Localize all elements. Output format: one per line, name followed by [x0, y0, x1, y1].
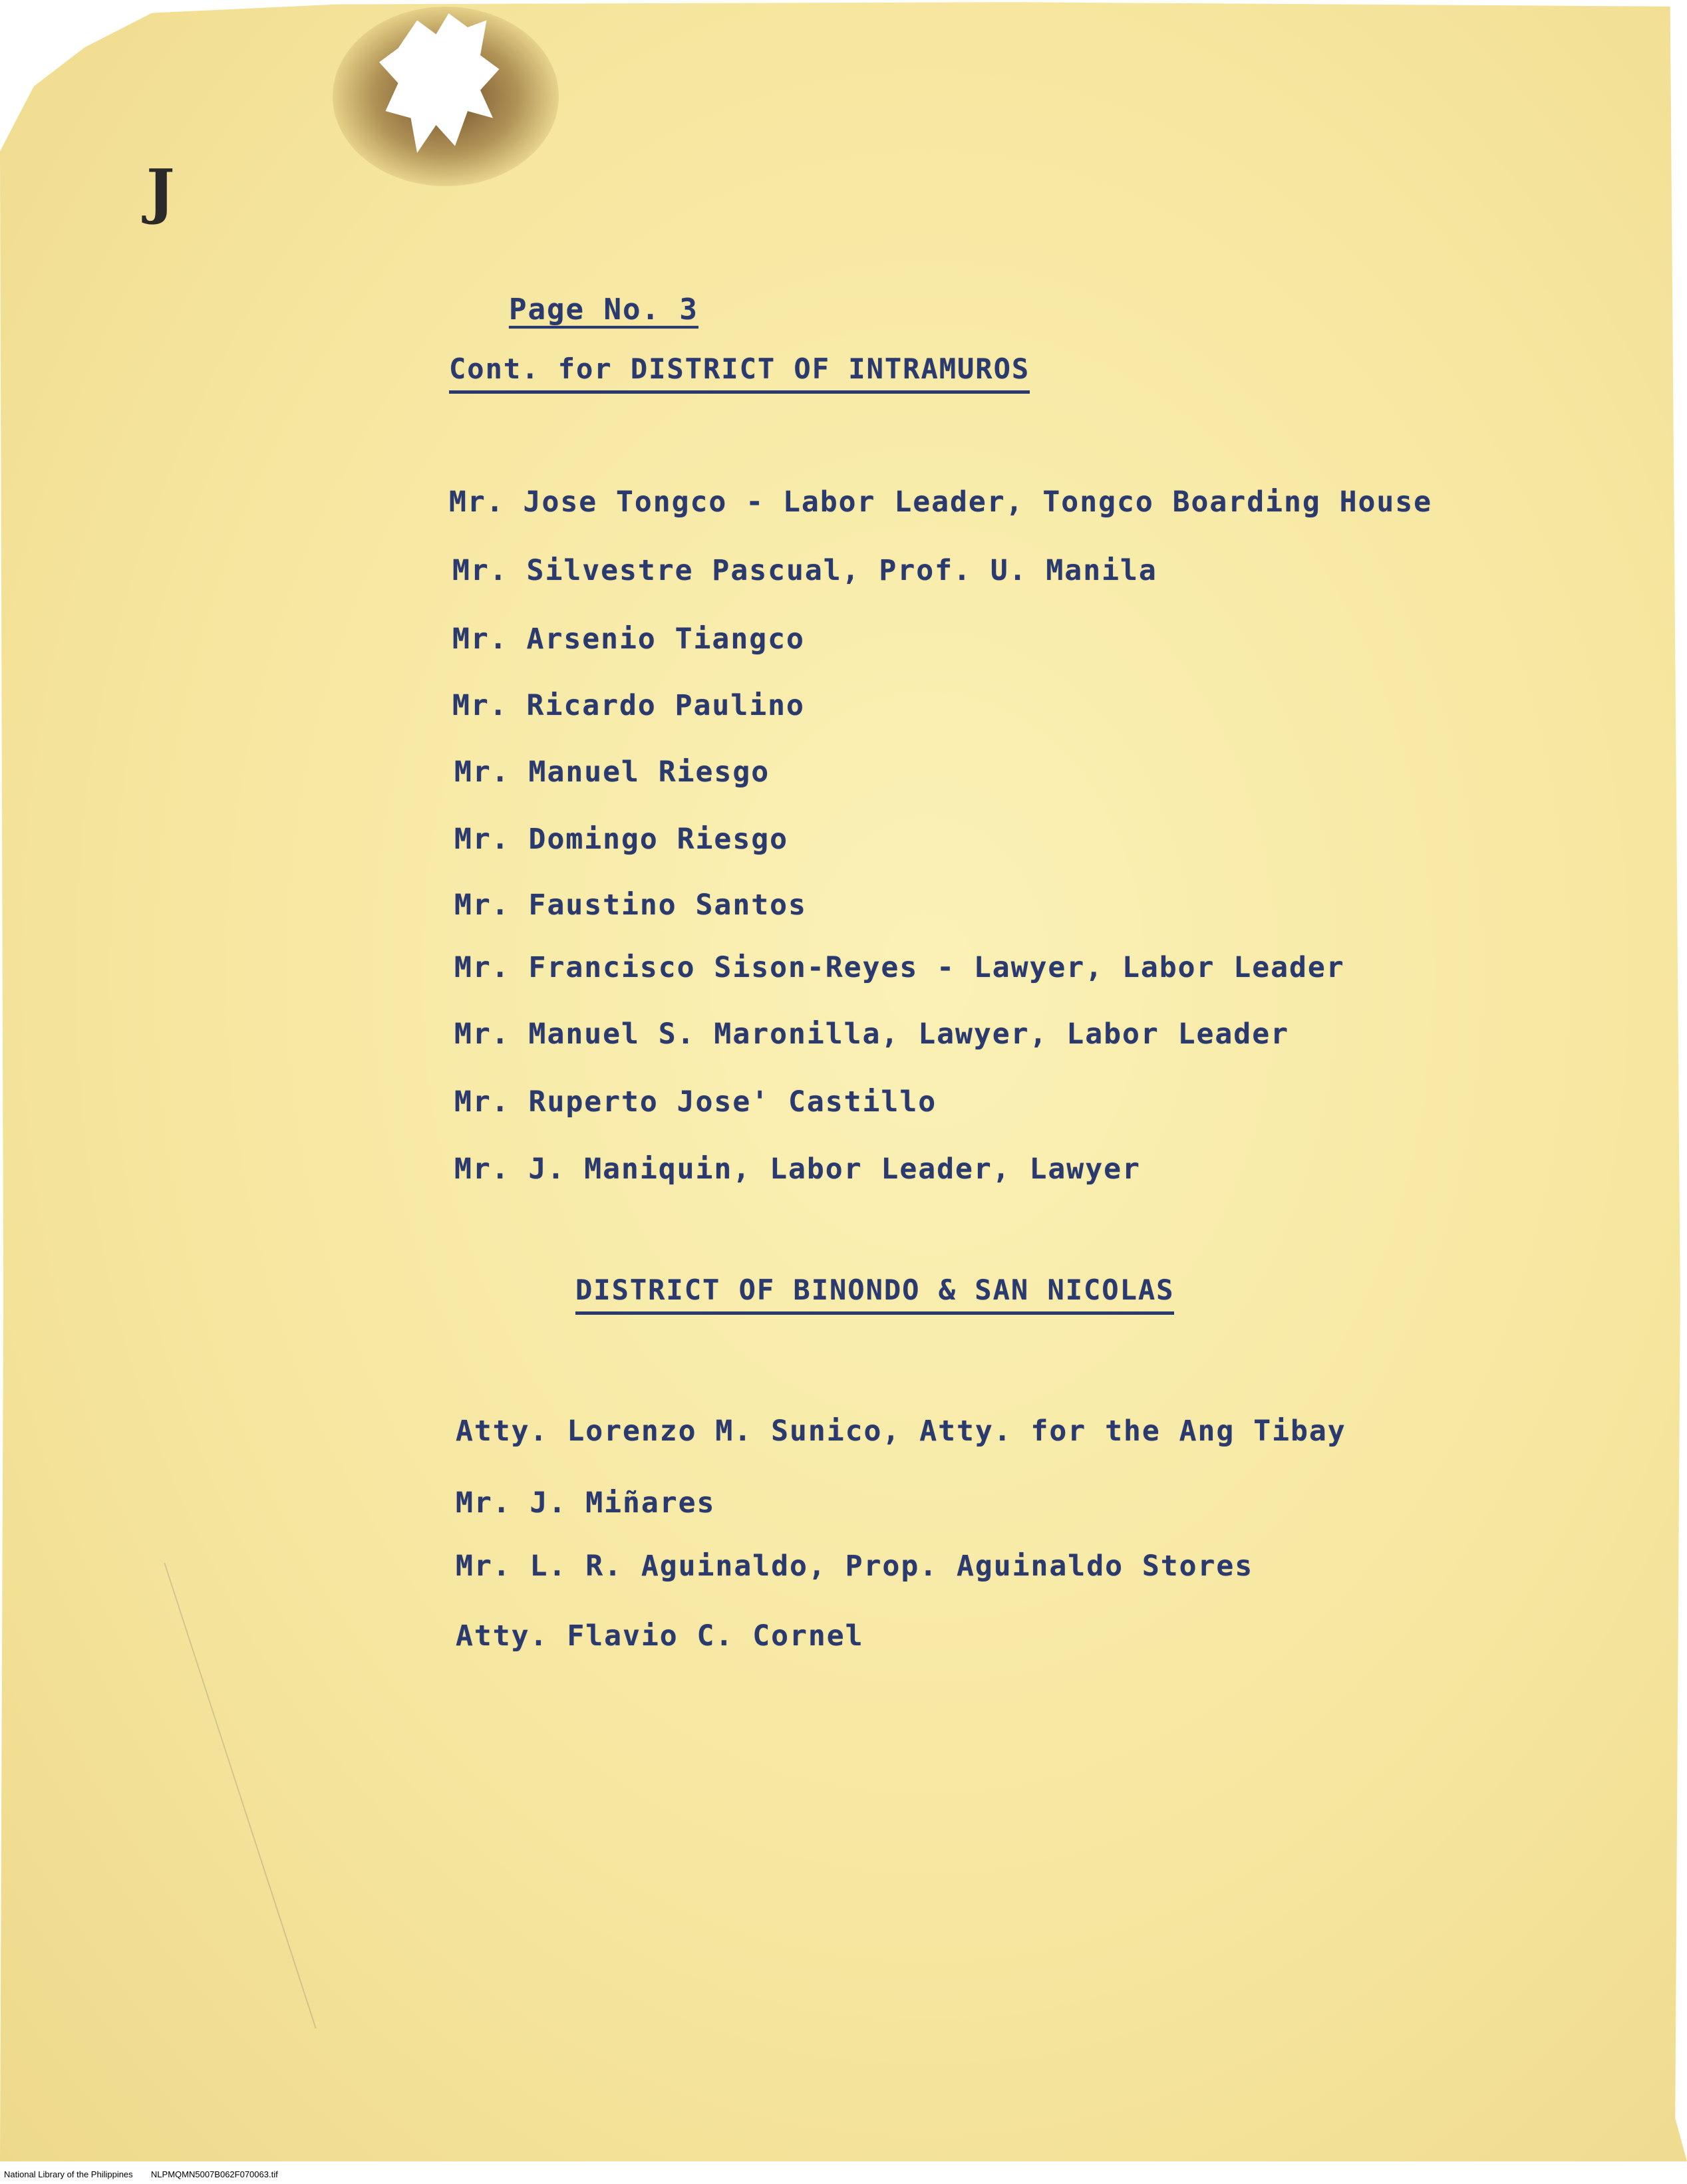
list-item: Mr. Manuel S. Maronilla, Lawyer, Labor Leader	[454, 1018, 1289, 1051]
list-item: Mr. Jose Tongco - Labor Leader, Tongco Boarding House	[449, 485, 1433, 519]
list-item: Mr. Ruperto Jose' Castillo	[454, 1085, 937, 1119]
scan-footer	[4, 2169, 278, 2179]
list-item: Mr. L. R. Aguinaldo, Prop. Aguinaldo Stores	[456, 1550, 1254, 1583]
list-item: Atty. Flavio C. Cornel	[456, 1619, 864, 1653]
list-item: Mr. Manuel Riesgo	[454, 755, 770, 789]
list-item: Mr. Ricardo Paulino	[452, 689, 805, 722]
list-item: Mr. Faustino Santos	[454, 888, 807, 922]
footer-institution: National Library of the Philippines	[4, 2169, 133, 2179]
list-item: Mr. Arsenio Tiangco	[452, 622, 805, 656]
list-item: Mr. Silvestre Pascual, Prof. U. Manila	[452, 554, 1157, 587]
page-number: Page No. 3	[509, 293, 698, 327]
section-title-intramuros: Cont. for DISTRICT OF INTRAMUROS	[449, 352, 1030, 394]
footer-file-id: NLPMQMN5007B062F070063.tif	[150, 2169, 278, 2179]
list-item: Mr. Domingo Riesgo	[454, 823, 788, 856]
corner-handwritten-mark: J	[146, 156, 175, 227]
list-item: Mr. Francisco Sison-Reyes - Lawyer, Labor Leader	[454, 951, 1345, 984]
list-item: Atty. Lorenzo M. Sunico, Atty. for the Ang Tibay	[456, 1415, 1346, 1448]
list-item: Mr. J. Miñares	[456, 1486, 716, 1520]
section-title-binondo: DISTRICT OF BINONDO & SAN NICOLAS	[575, 1274, 1174, 1315]
list-item: Mr. J. Maniquin, Labor Leader, Lawyer	[454, 1153, 1141, 1186]
